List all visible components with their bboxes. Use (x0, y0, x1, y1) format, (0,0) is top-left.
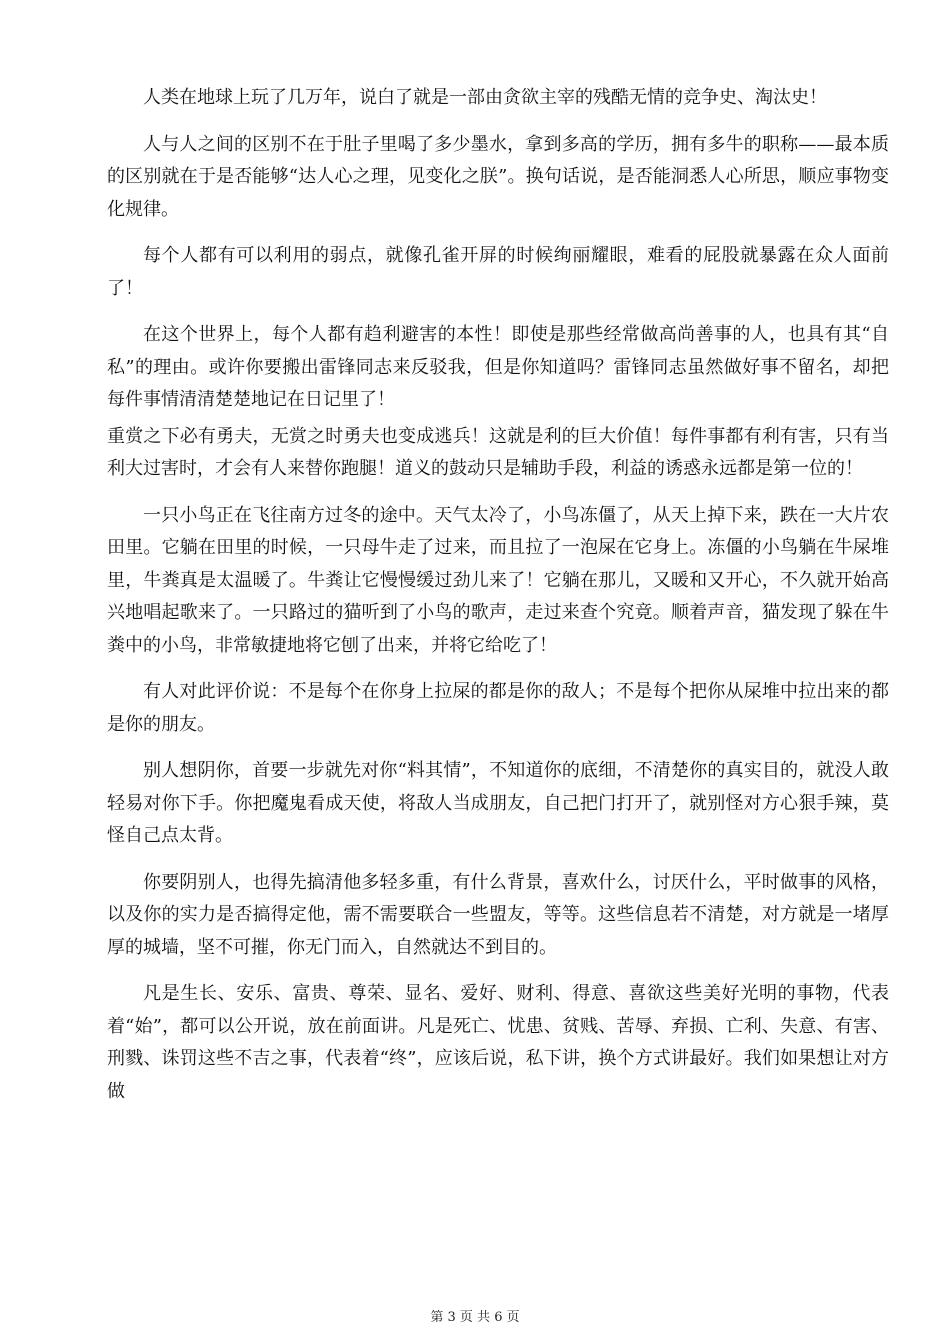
paragraph-7: 有人对此评价说：不是每个在你身上拉屎的都是你的敌人；不是每个把你从屎堆中拉出来的都是你的朋友。 (107, 681, 889, 735)
paragraph-2: 人与人之间的区别不在于肚子里喝了多少墨水，拿到多高的学历，拥有多牛的职称——最本质的区别就在于是否能够“达人心之理，见变化之朕”。换句话说，是否能洞悉人心所思，顺应事物变化规律。 (107, 133, 889, 220)
paragraph-9: 你要阴别人，也得先搞清他多轻多重，有什么背景，喜欢什么，讨厌什么，平时做事的风格，以及你的实力是否搞得定他，需不需要联合一些盟友，等等。这些信息若不清楚，对方就是一堵厚厚的城墙，坚不可摧，你无门而入，自然就达不到目的。 (107, 871, 889, 958)
paragraph-10: 凡是生长、安乐、富贵、尊荣、显名、爱好、财利、得意、喜欲这些美好光明的事物，代表着“始”，都可以公开说，放在前面讲。凡是死亡、忧患、贫贱、苦辱、弃损、亡利、失意、有害、刑戮、诛罚这些不吉之事，代表着“终”，应该后说，私下讲，换个方式讲最好。我们如果想让对方做 (107, 983, 889, 1102)
document-body (107, 82, 889, 1122)
paragraph-8: 别人想阴你，首要一步就先对你“料其情”，不知道你的底细，不清楚你的真实目的，就没人敢轻易对你下手。你把魔鬼看成天使，将敌人当成朋友，自己把门打开了，就别怪对方心狠手辣，莫怪自己点太背。 (107, 760, 889, 846)
paragraph-4: 在这个世界上，每个人都有趋利避害的本性！即使是那些经常做高尚善事的人，也具有其“自私”的理由。或许你要搬出雷锋同志来反驳我，但是你知道吗？雷锋同志虽然做好事不留名，却把每件事情清清楚楚地记在日记里了！ (107, 324, 889, 410)
page-number-footer: 第 3 页 共 6 页 (430, 1310, 520, 1325)
paragraph-3: 每个人都有可以利用的弱点，就像孔雀开屏的时候绚丽耀眼，难看的屁股就暴露在众人面前了！ (107, 245, 889, 299)
paragraph-1: 人类在地球上玩了几万年，说白了就是一部由贪欲主宰的残酷无情的竞争史、淘汰史！ (143, 87, 827, 108)
paragraph-6: 一只小鸟正在飞往南方过冬的途中。天气太冷了，小鸟冻僵了，从天上掉下来，跌在一大片农田里。它躺在田里的时候，一只母牛走了过来，而且拉了一泡屎在它身上。冻僵的小鸟躺在牛屎堆里，牛粪真是太温暖了。牛粪让它慢慢缓过劲儿来了！它躺在那儿，又暖和又开心，不久就开始高兴地唱起歌来了。一只路过的猫听到了小鸟的歌声，走过来查个究竟。顺着声音，猫发现了躲在牛粪中的小鸟，非常敏捷地将它刨了出来，并将它给吃了！ (107, 504, 889, 656)
paragraph-5: 重赏之下必有勇夫，无赏之时勇夫也变成逃兵！这就是利的巨大价值！每件事都有利有害，只有当利大过害时，才会有人来替你跑腿！道义的鼓动只是辅助手段，利益的诱惑永远都是第一位的！ (107, 425, 889, 479)
